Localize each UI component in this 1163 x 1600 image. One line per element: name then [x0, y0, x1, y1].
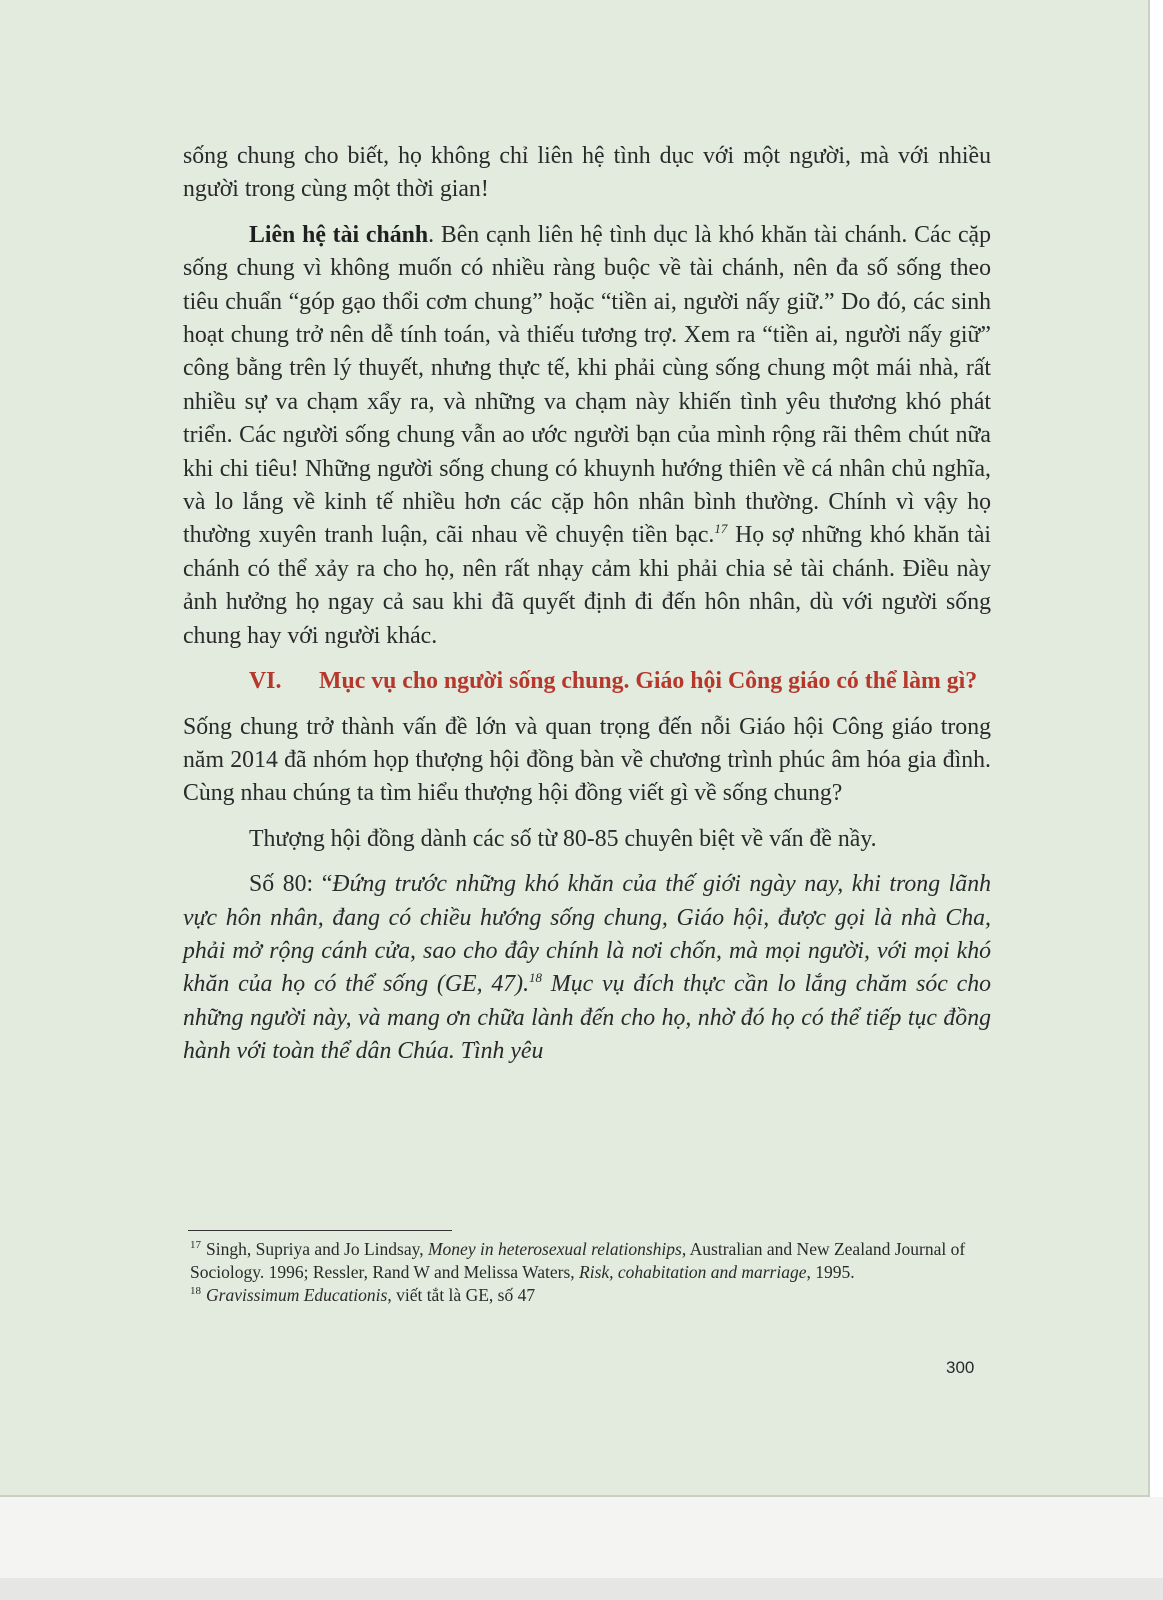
paragraph-text: Họ sợ những khó khăn tài chánh có thể xảy ra cho họ, nên rất nhạy cảm khi phải chia sẻ tài chánh. Điều này ảnh hưởng họ ngay cả sau khi đã quyết định đi đến hôn nhân, dù với người sống chung hay với người khác.: [183, 522, 991, 649]
footnote-divider: [188, 1230, 452, 1231]
footnote-text: , Australian and New Zealand Journal of Sociology. 1996; Ressler, Rand W and Melissa Waters,: [190, 1239, 966, 1282]
paragraph-text: Thượng hội đồng dành các số từ 80-85 chuyên biệt về vấn đề nầy.: [249, 825, 877, 852]
page-number: 300: [946, 1358, 975, 1377]
footnote-text: , 1995.: [806, 1262, 855, 1282]
paragraph-text: sống chung cho biết, họ không chỉ liên hệ tình dục với một người, mà với nhiều người trong cùng một thời gian!: [183, 143, 991, 203]
footnote-ref-18: 18: [529, 970, 543, 986]
footnote-18: [190, 1284, 990, 1307]
paragraph-text: Sống chung trở thành vấn đề lớn và quan trọng đến nỗi Giáo hội Công giáo trong năm 2014 đã nhóm họp thượng hội đồng bàn về chương trình phúc âm hóa gia đình. Cùng nhau chúng ta tìm hiểu thượng hội đồng viết gì về sống chung?: [183, 713, 991, 807]
footnote-title: Money in heterosexual relationships: [427, 1239, 682, 1259]
footnote-title: Risk, cohabitation and marriage: [579, 1262, 807, 1282]
paragraph-number-80: [183, 868, 991, 1068]
quoted-text: Đứng trước những khó khăn của thế giới ngày nay, khi trong lãnh vực hôn nhân, đang có chiều hướng sống chung, Giáo hội, được gọi là nhà Cha, phải mở rộng cánh cửa, sao cho đây chính là nơi chốn, mà mọi người, với mọi khó khăn của họ có thể sống (GE, 47).: [183, 871, 991, 998]
paragraph-text: Số 80: “: [249, 871, 333, 898]
paragraph-text: . Bên cạnh liên hệ tình dục là khó khăn tài chánh. Các cặp sống chung vì không muốn có nhiều ràng buộc về tài chánh, nên đa số sống theo tiêu chuẩn “góp gạo thổi cơm chung” hoặc “tiền ai, người nấy giữ.” Do đó, các sinh hoạt chung trở nên dễ tính toán, và thiếu tương trợ. Xem ra “tiền ai, người nấy giữ” công bằng trên lý thuyết, nhưng thực tế, khi phải cùng sống chung một mái nhà, rất nhiều sự va chạm xẩy ra, và những va chạm này khiến tình yêu thương khó phát triển. Các người sống chung vẫn ao ước người bạn của mình rộng rãi thêm chút nữa khi chi tiêu! Những người sống chung có khuynh hướng thiên về cá nhân chủ nghĩa, và lo lắng về kinh tế nhiều hơn các cặp hôn nhân bình thường. Chính vì vậy họ thường xuyên tranh luận, cãi nhau về chuyện tiền bạc.: [183, 221, 991, 549]
footnote-number: 18: [190, 1285, 201, 1297]
footnote-text: Singh, Supriya and Jo Lindsay,: [206, 1239, 428, 1259]
paragraph-synod-numbers: [183, 823, 991, 856]
paragraph-continuation: [183, 140, 991, 207]
section-number: VI.: [249, 668, 282, 695]
footnote-title: Gravissimum Educationis: [206, 1285, 388, 1305]
footnotes: [190, 1238, 990, 1307]
section-title: Mục vụ cho người sống chung. Giáo hội Công giáo có thể làm gì?: [319, 668, 978, 695]
quoted-text: Mục vụ đích thực cần lo lắng chăm sóc cho những người này, và mang ơn chữa lành đến cho họ, nhờ đó họ có thể tiếp tục đồng hành với toàn thể dân Chúa. Tình yêu: [183, 971, 991, 1065]
section-heading: [183, 665, 991, 698]
footnote-17: [190, 1238, 990, 1284]
footnote-number: 17: [190, 1239, 201, 1251]
scan-edge: [0, 1578, 1163, 1600]
footnote-text: , viết tắt là GE, số 47: [387, 1285, 536, 1305]
paragraph-lead-term: Liên hệ tài chánh: [249, 221, 429, 248]
body-text: [183, 140, 991, 1081]
paragraph-synod: [183, 711, 991, 811]
paragraph-financial-relations: [183, 219, 991, 653]
footnote-ref-17: 17: [714, 521, 728, 537]
